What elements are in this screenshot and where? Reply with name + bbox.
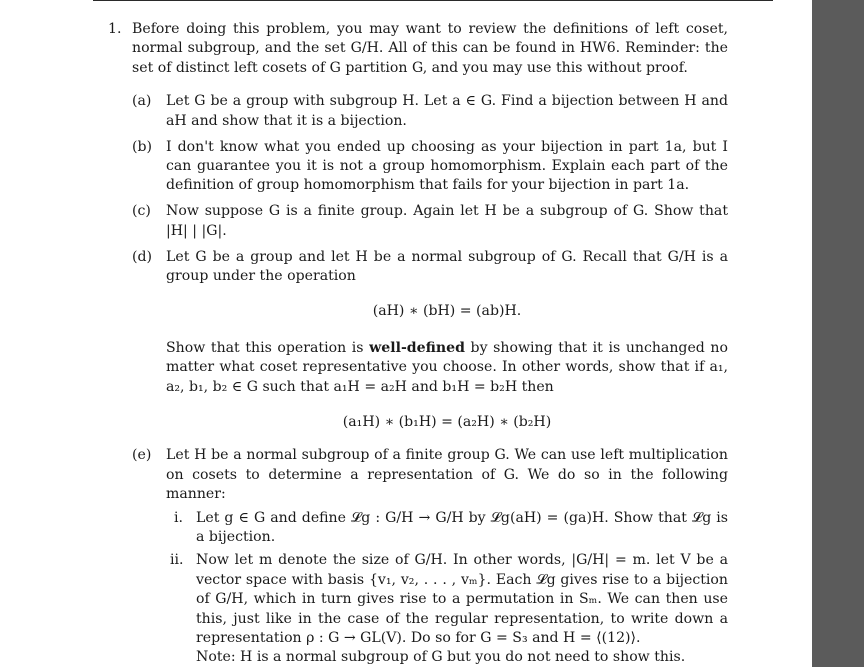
sub-ii-text: Now let m denote the size of G/H. In other words, |G/H| = m. let V be a vector space with basis {v₁, v₂, . . . , vₘ}. Each 𝓛g gives rise to a bijection of G/H, which in turn gives rise to a permutation in Sₘ. We can then use this, just like in the case of the regular representation, to write down a representation ρ : G → GL(V). Do so for G = S₃ and H = ⟨(12)⟩. (196, 552, 728, 647)
sub-ii-note: Note: H is a normal subgroup of G but you do not need to show this. (196, 649, 686, 666)
part-d-label: (d) (132, 248, 153, 265)
equation-1: (aH) ∗ (bH) = (ab)H. (372, 303, 522, 320)
part-a (132, 92, 728, 131)
viewer-sidebar (812, 0, 864, 667)
part-a-text: Let G be a group with subgroup H. Let a ∈ G. Find a bijection between H and aH and show that it is a bijection. (166, 93, 728, 129)
problem-number: 1. (108, 21, 122, 37)
part-e-sub-ii (166, 551, 728, 667)
sub-ii-label: ii. (170, 552, 184, 569)
part-c-label: (c) (132, 203, 151, 220)
part-e-label: (e) (132, 447, 152, 464)
part-d-text-2 (166, 339, 728, 397)
part-d-text-1: Let G be a group and let H be a normal subgroup of G. Recall that G/H is a group under the operation (166, 248, 728, 284)
part-e-text: Let H be a normal subgroup of a finite group G. We can use left multiplication on cosets to determine a representation of G. We do so in the following manner: (166, 447, 728, 503)
sub-i-text: Let g ∈ G and define 𝓛g : G/H → G/H by 𝓛g(aH) = (ga)H. Show that 𝓛g is a bijection. (196, 509, 728, 546)
top-rule (93, 0, 773, 1)
part-e (132, 446, 728, 667)
part-e-sub-i (166, 509, 728, 548)
problem-1 (108, 20, 728, 668)
part-d (132, 248, 728, 433)
part-b-label: (b) (132, 138, 153, 155)
part-b (132, 138, 728, 196)
part-d-text-2-pre: Show that this operation is (166, 339, 370, 356)
part-d-text-2-post: by showing that it is unchanged no matter what coset representative you choose. In other words, show that if a₁, a₂, b₁, b₂ ∈ G such that a₁H = a₂H and b₁H = b₂H then (166, 339, 728, 395)
part-b-text: I don't know what you ended up choosing as your bijection in part 1a, but I can guarantee you it is not a group homomorphism. Explain each part of the definition of group homomorphism that fails for your bijection in part 1a. (166, 138, 728, 194)
part-a-label: (a) (132, 93, 152, 110)
problem-intro: Before doing this problem, you may want to review the definitions of left coset, normal subgroup, and the set G/H. All of this can be found in HW6. Reminder: the set of distinct left cosets of G partition G, and you may use this without proof. (132, 21, 728, 76)
part-c (132, 202, 728, 241)
equation-2: (a₁H) ∗ (b₁H) = (a₂H) ∗ (b₂H) (342, 414, 552, 430)
part-c-text: Now suppose G is a finite group. Again let H be a subgroup of G. Show that |H| | |G|. (166, 203, 728, 239)
sub-i-label: i. (174, 509, 183, 526)
well-defined-term: well-defined (369, 339, 465, 356)
problem-content (108, 20, 728, 668)
